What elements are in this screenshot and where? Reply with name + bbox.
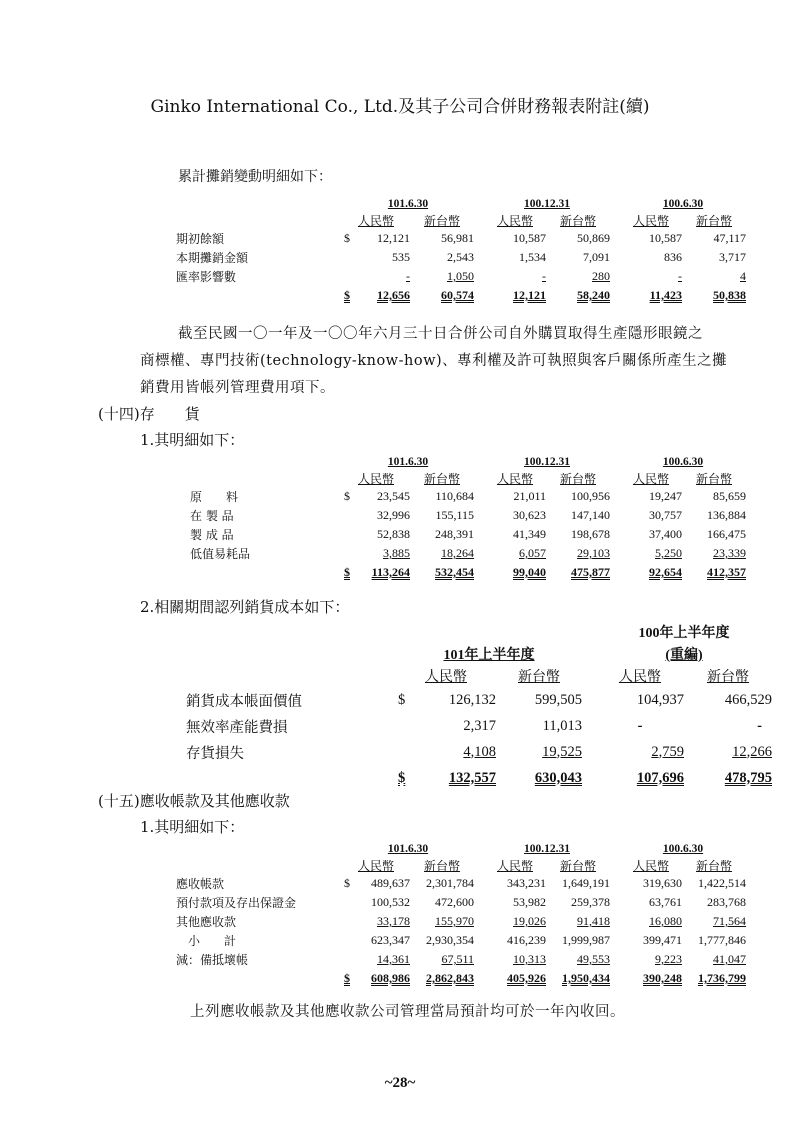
cell-value: 10,313 (513, 952, 546, 966)
cell-value: 399,471 (643, 933, 682, 947)
row-label: 應收帳款 (176, 877, 225, 891)
currency-header: 新台幣 (423, 859, 460, 873)
total-value: 132,557 (448, 769, 496, 786)
table-row (186, 739, 772, 765)
total-value: 2,862,843 (426, 971, 474, 985)
total-value: 390,248 (643, 971, 682, 985)
cell-value: 29,103 (577, 546, 610, 560)
total-value: 99,040 (513, 565, 546, 579)
cell-value: 30,623 (513, 508, 546, 522)
period-header: 100.12.31 (524, 843, 570, 855)
cell-value: 155,970 (435, 914, 474, 928)
total-value: 50,838 (713, 288, 746, 302)
total-row (186, 765, 772, 791)
currency-symbol (342, 931, 356, 950)
period-header: 100.6.30 (662, 198, 704, 210)
period-header: (重編) (665, 648, 703, 663)
cell-value: 9,223 (655, 952, 682, 966)
amortization-title: 累計攤銷變動明細如下： (178, 169, 332, 185)
total-value: 630,043 (534, 769, 582, 786)
cell-value: 100,956 (571, 489, 610, 503)
row-label: 在 製 品 (190, 509, 234, 523)
currency-header: 人民幣 (496, 472, 533, 486)
cell-value: 21,011 (513, 489, 546, 503)
period-header-row (176, 196, 746, 212)
row-label: 期初餘額 (176, 232, 225, 246)
cell-value: 19,026 (513, 914, 546, 928)
cell-value: 41,047 (713, 952, 746, 966)
currency-symbol: $ (344, 489, 350, 503)
currency-symbol (342, 525, 356, 544)
cell-value: 32,996 (377, 508, 410, 522)
subtotal-row (176, 931, 746, 950)
currency-header: 新台幣 (695, 472, 732, 486)
row-label: 無效率產能費損 (186, 719, 288, 736)
period-header: 101.6.30 (387, 198, 429, 210)
paragraph-line: 截至民國一〇一年及一〇〇年六月三十日合併公司自外購買取得生產隱形眼鏡之 (178, 326, 703, 342)
table-row (176, 506, 746, 525)
cell-value: 319,630 (643, 876, 682, 890)
cell-value: 259,378 (571, 895, 610, 909)
cell-value: 12,121 (377, 231, 410, 245)
cell-value: 1,777,846 (698, 933, 746, 947)
table-row (176, 893, 746, 912)
table-row (176, 487, 746, 506)
cell-value: 14,361 (377, 952, 410, 966)
currency-symbol (342, 506, 356, 525)
cell-value: - (637, 717, 643, 734)
cell-value: - (406, 269, 410, 283)
cell-value: - (757, 717, 762, 734)
total-value: 11,423 (649, 288, 682, 302)
row-label: 本期攤銷金額 (176, 251, 249, 265)
period-header: 100.12.31 (524, 456, 570, 468)
total-value: 478,795 (724, 769, 772, 786)
currency-symbol (342, 267, 356, 286)
receivables-table (176, 841, 746, 988)
cell-value: 50,869 (577, 231, 610, 245)
period-header: 100.6.30 (662, 843, 704, 855)
total-value: 475,877 (571, 565, 610, 579)
total-value: 92,654 (649, 565, 682, 579)
subsection-title: 1.其明細如下： (140, 431, 245, 449)
page-number: ~28~ (384, 1075, 416, 1091)
period-header-row (186, 643, 772, 665)
paragraph-line: 銷費用皆帳列管理費用項下。 (140, 380, 335, 396)
currency-symbol: $ (344, 288, 350, 302)
total-value: 1,950,434 (562, 971, 610, 985)
currency-header: 人民幣 (496, 214, 533, 228)
currency-symbol (396, 713, 414, 739)
total-value: 608,986 (371, 971, 410, 985)
row-label: 原 料 (190, 490, 239, 504)
section-title-inventory: (十四)存 貨 (98, 405, 200, 423)
period-header: 100年上半年度 (638, 626, 730, 641)
total-row (176, 969, 746, 988)
cell-value: 10,587 (649, 231, 682, 245)
cell-value: 53,982 (513, 895, 546, 909)
cell-value: 416,239 (507, 933, 546, 947)
table-row (186, 687, 772, 713)
subsection-title: 1.其明細如下： (140, 818, 245, 836)
amortization-table (176, 196, 746, 305)
row-label: 製 成 品 (190, 528, 234, 542)
period-header-row (176, 454, 746, 470)
cell-value: 49,553 (577, 952, 610, 966)
table-row (176, 874, 746, 893)
total-value: 12,656 (377, 288, 410, 302)
cogs-table (186, 621, 772, 791)
cell-value: 16,080 (649, 914, 682, 928)
period-header: 100.12.31 (524, 198, 570, 210)
currency-symbol: $ (344, 971, 350, 985)
cell-value: 535 (392, 250, 410, 264)
cell-value: 11,013 (542, 717, 582, 734)
currency-header: 人民幣 (496, 859, 533, 873)
cell-value: 23,339 (713, 546, 746, 560)
currency-header-row (186, 665, 772, 687)
currency-symbol: $ (344, 565, 350, 579)
cell-value: 7,091 (583, 250, 610, 264)
total-row (176, 563, 746, 582)
total-value: 12,121 (513, 288, 546, 302)
cell-value: 91,418 (577, 914, 610, 928)
currency-symbol (342, 950, 356, 969)
cell-value: 63,761 (649, 895, 682, 909)
cell-value: 4 (740, 269, 746, 283)
cell-value: 3,885 (383, 546, 410, 560)
currency-header: 人民幣 (632, 859, 669, 873)
currency-symbol (396, 739, 414, 765)
currency-header: 新台幣 (559, 214, 596, 228)
total-value: 113,264 (371, 565, 410, 579)
section-title-receivables: (十五)應收帳款及其他應收款 (98, 792, 290, 810)
table-row (176, 248, 746, 267)
cell-value: 19,525 (542, 743, 582, 760)
currency-header: 人民幣 (619, 670, 661, 685)
total-value: 412,357 (707, 565, 746, 579)
total-value: 1,736,799 (698, 971, 746, 985)
cell-value: 126,132 (448, 691, 496, 708)
cell-value: 37,400 (649, 527, 682, 541)
cell-value: 280 (592, 269, 610, 283)
cell-value: 19,247 (649, 489, 682, 503)
currency-header: 人民幣 (357, 214, 394, 228)
cell-value: - (542, 269, 546, 283)
currency-header: 新台幣 (518, 670, 560, 685)
cell-value: 283,768 (707, 895, 746, 909)
row-label: 匯率影響數 (176, 270, 237, 284)
currency-header-row (176, 857, 746, 874)
cell-value: 489,637 (371, 876, 410, 890)
row-label: 其他應收款 (176, 915, 237, 929)
cell-value: 30,757 (649, 508, 682, 522)
cell-value: 67,511 (441, 952, 474, 966)
currency-symbol: $ (398, 691, 406, 708)
currency-symbol: $ (398, 769, 406, 786)
period-header: 101.6.30 (387, 843, 429, 855)
currency-header: 人民幣 (632, 472, 669, 486)
currency-header: 新台幣 (695, 214, 732, 228)
table-row (176, 912, 746, 931)
cell-value: 147,140 (571, 508, 610, 522)
cell-value: 2,759 (651, 743, 684, 760)
cell-value: 85,659 (713, 489, 746, 503)
cell-value: 6,057 (519, 546, 546, 560)
total-value: 58,240 (577, 288, 610, 302)
cell-value: 1,999,987 (562, 933, 610, 947)
total-value: 60,574 (441, 288, 474, 302)
currency-header: 新台幣 (707, 670, 749, 685)
cell-value: 2,543 (447, 250, 474, 264)
currency-symbol (342, 893, 356, 912)
table-row (176, 950, 746, 969)
currency-header: 新台幣 (423, 214, 460, 228)
paragraph-line: 商標權、專門技術(technology-know-how)、專利權及許可執照與客戶關係所產生之攤 (140, 353, 728, 369)
cell-value: 2,930,354 (426, 933, 474, 947)
currency-header: 新台幣 (423, 472, 460, 486)
cell-value: 1,050 (447, 269, 474, 283)
period-header: 101年上半年度 (443, 648, 535, 663)
period-header-row (176, 841, 746, 857)
total-row (176, 286, 746, 305)
cell-value: 12,266 (732, 743, 772, 760)
currency-header: 人民幣 (357, 859, 394, 873)
row-label: 銷貨成本帳面價值 (186, 693, 302, 710)
currency-symbol (342, 248, 356, 267)
cell-value: 836 (664, 250, 682, 264)
table-row (176, 544, 746, 563)
currency-header: 人民幣 (357, 472, 394, 486)
cell-value: 1,649,191 (562, 876, 610, 890)
cell-value: 623,347 (371, 933, 410, 947)
cell-value: 4,108 (463, 743, 496, 760)
cell-value: 472,600 (435, 895, 474, 909)
row-label: 小 計 (176, 934, 237, 948)
cell-value: 1,422,514 (698, 876, 746, 890)
cell-value: 2,301,784 (426, 876, 474, 890)
table-row (176, 229, 746, 248)
table-row (186, 713, 772, 739)
currency-header: 新台幣 (559, 859, 596, 873)
currency-header: 人民幣 (425, 670, 467, 685)
currency-symbol: $ (344, 876, 350, 890)
cell-value: 18,264 (441, 546, 474, 560)
row-label: 存貨損失 (186, 745, 244, 762)
currency-header-row (176, 470, 746, 487)
currency-symbol: $ (344, 231, 350, 245)
currency-header: 新台幣 (695, 859, 732, 873)
cell-value: 10,587 (513, 231, 546, 245)
cell-value: 110,684 (435, 489, 474, 503)
period-header: 101.6.30 (387, 456, 429, 468)
cell-value: 47,117 (713, 231, 746, 245)
cell-value: 248,391 (435, 527, 474, 541)
cell-value: 41,349 (513, 527, 546, 541)
cell-value: 136,884 (707, 508, 746, 522)
cell-value: 3,717 (719, 250, 746, 264)
currency-header: 新台幣 (559, 472, 596, 486)
cell-value: 1,534 (519, 250, 546, 264)
cell-value: 198,678 (571, 527, 610, 541)
cell-value: 56,981 (441, 231, 474, 245)
currency-header: 人民幣 (632, 214, 669, 228)
currency-symbol (342, 544, 356, 563)
row-label: 減：備抵壞帳 (176, 953, 249, 967)
total-value: 405,926 (507, 971, 546, 985)
cell-value: 52,838 (377, 527, 410, 541)
cell-value: 33,178 (377, 914, 410, 928)
cell-value: - (678, 269, 682, 283)
total-value: 532,454 (435, 565, 474, 579)
cell-value: 5,250 (655, 546, 682, 560)
cell-value: 23,545 (377, 489, 410, 503)
subsection-title: 2.相關期間認列銷貨成本如下： (140, 598, 350, 616)
cell-value: 2,317 (463, 717, 496, 734)
cell-value: 599,505 (534, 691, 582, 708)
closing-note: 上列應收帳款及其他應收款公司管理當局預計均可於一年內收回。 (190, 1004, 625, 1020)
currency-symbol (342, 912, 356, 931)
cell-value: 104,937 (636, 691, 684, 708)
currency-header-row (176, 212, 746, 229)
page-header: Ginko International Co., Ltd.及其子公司合併財務報表附註(續) (150, 97, 650, 117)
cell-value: 343,231 (507, 876, 546, 890)
cell-value: 466,529 (724, 691, 772, 708)
cell-value: 100,532 (371, 895, 410, 909)
inventory-table (176, 454, 746, 582)
table-row (176, 525, 746, 544)
period-header-row (186, 621, 772, 643)
table-row (176, 267, 746, 286)
cell-value: 166,475 (707, 527, 746, 541)
cell-value: 71,564 (713, 914, 746, 928)
row-label: 預付款項及存出保證金 (176, 896, 297, 910)
cell-value: 155,115 (435, 508, 474, 522)
total-value: 107,696 (636, 769, 684, 786)
period-header: 100.6.30 (662, 456, 704, 468)
row-label: 低值易耗品 (190, 547, 251, 561)
